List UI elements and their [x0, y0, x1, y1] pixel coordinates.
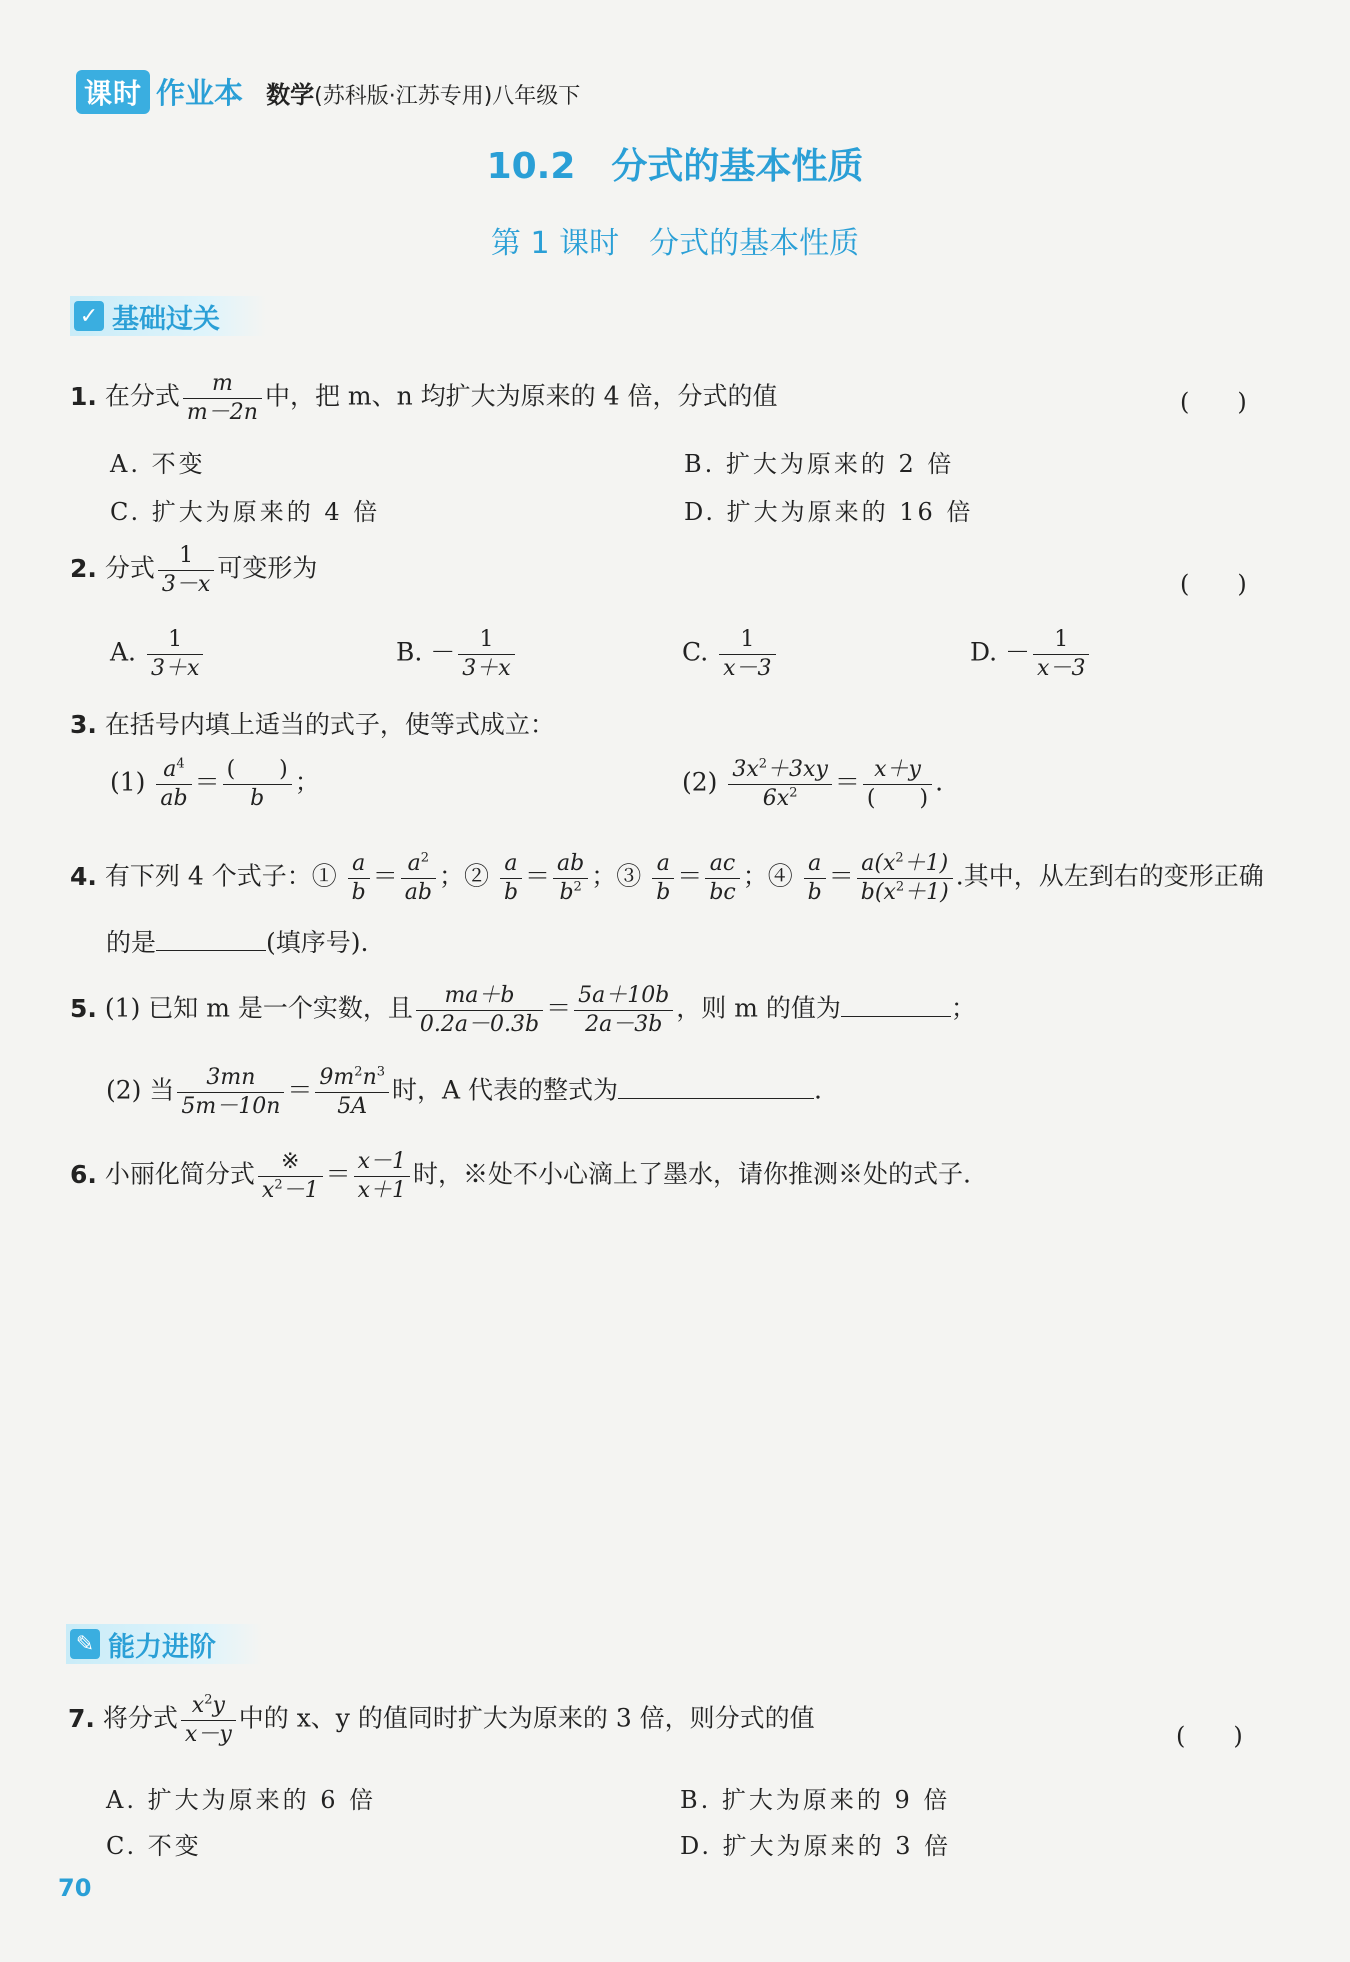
question-3-part-1: (1) $\frac{a^4}{ab}$ ＝ $\frac{( )}{b}$ ； — [110, 756, 320, 811]
answer-blank[interactable] — [156, 949, 266, 951]
logo-text: 作业本 — [156, 76, 244, 110]
page-number: 70 — [58, 1874, 92, 1902]
option-c: C. 不变 — [106, 1832, 202, 1860]
option-c: C. $\frac{1}{x-3}$ — [682, 626, 779, 682]
section-advanced: ✎ 能力进阶 — [66, 1624, 262, 1664]
option-d: D. 扩大为原来的 3 倍 — [680, 1832, 952, 1860]
option-c: C. 扩大为原来的 4 倍 — [110, 498, 381, 526]
question-4: 4. 有下列 4 个式子：① $\frac{a}{b}$ ＝ $\frac{a^2}{ab}$ ；② $\frac{a}{b}$ ＝ $\frac{ab}{b^2}$ ；③ $\frac{a}{b}$ ＝ $\frac{ac}{bc}$ ；④ $\frac{a}{b}$ ＝ $\frac{a(x^2+1)}{b(x^2+1)}$ .其中，从左到右的变形正确 — [70, 850, 1264, 905]
section-basic: ✓ 基础过关 — [70, 296, 266, 336]
question-7: 7. 将分式 $\frac{x^2y}{x-y}$ 中的 x、y 的值同时扩大为原来的 3 倍，则分式的值 — [68, 1692, 815, 1747]
question-1: 1. 在分式 $\frac{m}{m-2n}$ 中，把 m、n 均扩大为原来的 4 倍，分式的值 — [70, 371, 778, 425]
answer-paren: ( ) — [1180, 570, 1247, 598]
answer-paren: ( ) — [1180, 388, 1247, 416]
header — [76, 70, 580, 114]
option-b: B. 扩大为原来的 2 倍 — [684, 450, 955, 478]
answer-blank[interactable] — [841, 1015, 951, 1017]
fraction: $\frac{m}{m-2n}$ — [183, 370, 262, 426]
question-6: 6. 小丽化简分式 $\frac{※}{x^2-1}$ ＝ $\frac{x-1}{x+1}$ 时，※处不小心滴上了墨水，请你推测※处的式子. — [70, 1149, 971, 1203]
question-3: 3. 在括号内填上适当的式子，使等式成立： — [70, 710, 555, 739]
option-b: B. 扩大为原来的 9 倍 — [680, 1786, 951, 1814]
option-b: B. － $\frac{1}{3+x}$ — [396, 626, 518, 682]
pencil-icon: ✎ — [70, 1629, 100, 1659]
question-5-part-1: 5. (1) 已知 m 是一个实数，且 $\frac{ma+b}{0.2a-0.3b}$ ＝ $\frac{5a+10b}{2a-3b}$ ，则 m 的值为 ； — [70, 983, 976, 1037]
logo-box: 课时 — [76, 70, 150, 114]
question-4-line-2: 的是 (填序号). — [106, 928, 369, 957]
check-icon: ✓ — [74, 301, 104, 331]
answer-blank[interactable] — [618, 1097, 814, 1099]
lesson-title: 第 1 课时 分式的基本性质 — [490, 226, 860, 261]
option-a: A. 扩大为原来的 6 倍 — [106, 1786, 377, 1814]
option-a: A. $\frac{1}{3+x}$ — [110, 626, 206, 682]
question-2: 2. 分式 $\frac{1}{3-x}$ 可变形为 — [70, 543, 318, 597]
answer-paren: ( ) — [1176, 1722, 1243, 1750]
option-a: A. 不变 — [110, 450, 206, 478]
question-3-part-2: (2) $\frac{3x^2+3xy}{6x^2}$ ＝ $\frac{x+y}{( )}$ . — [682, 756, 944, 811]
question-5-part-2: (2) 当 $\frac{3mn}{5m-10n}$ ＝ $\frac{9m^2n^3}{5A}$ 时，A 代表的整式为 . — [106, 1064, 822, 1119]
subject-label: 数学(苏科版·江苏专用)八年级下 — [266, 81, 581, 109]
option-d: D. 扩大为原来的 16 倍 — [684, 498, 974, 526]
option-d: D. － $\frac{1}{x-3}$ — [970, 626, 1092, 682]
section-title: 10.2 分式的基本性质 — [486, 146, 864, 187]
